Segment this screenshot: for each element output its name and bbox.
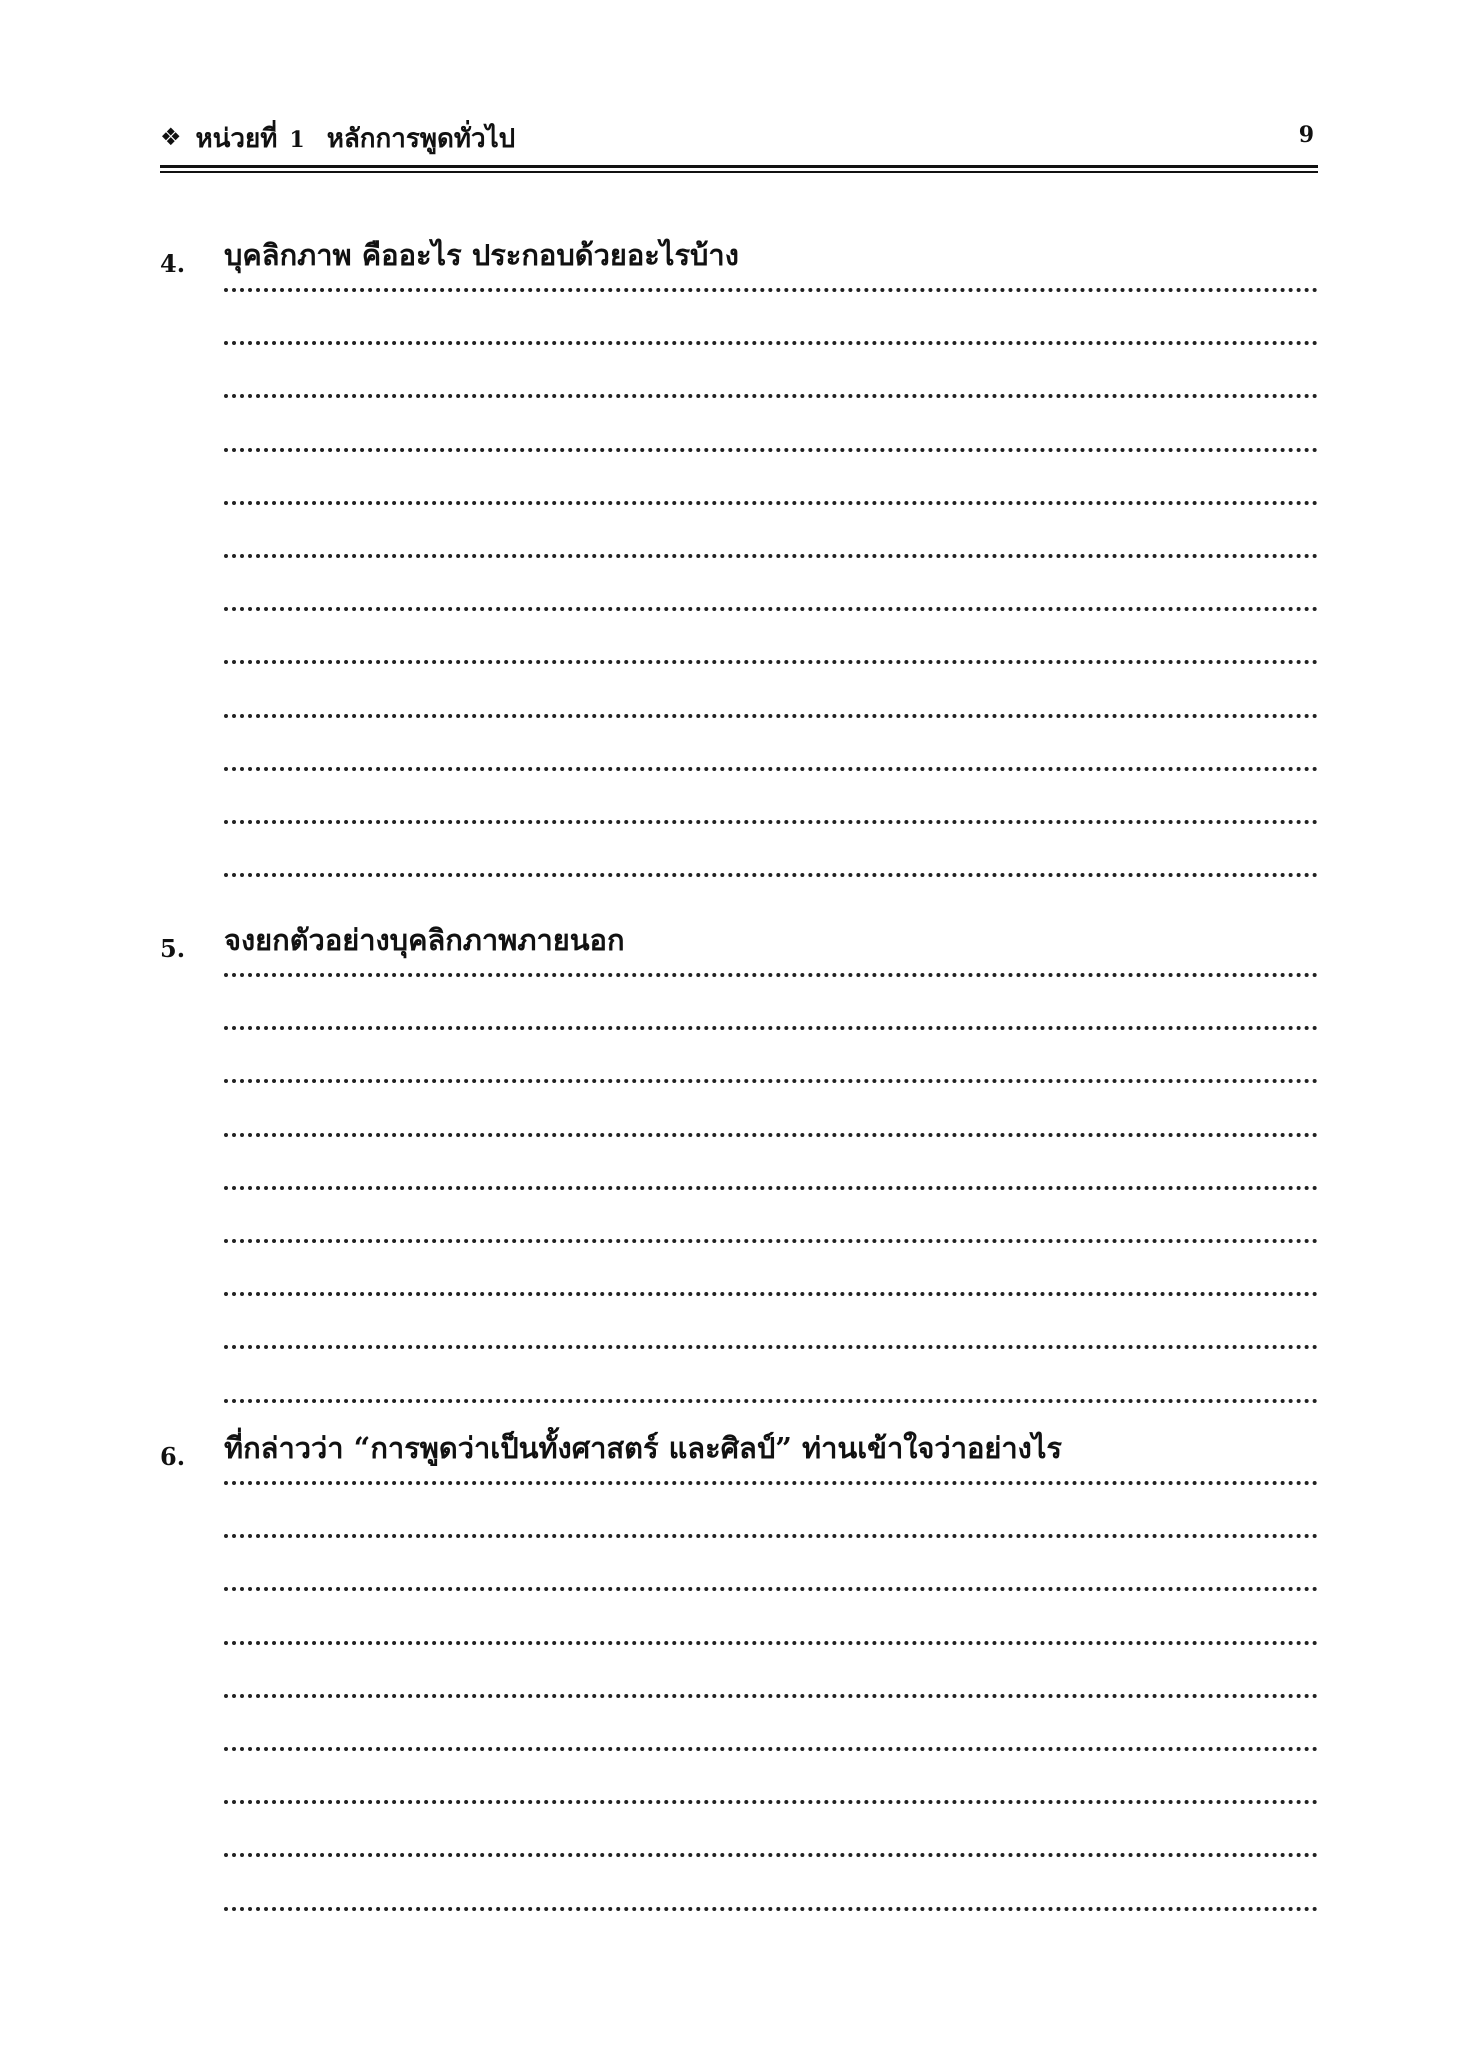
- answer-dotted-line: [224, 1292, 1318, 1296]
- answer-dotted-line: [224, 1853, 1318, 1857]
- answer-dotted-line: [224, 394, 1318, 398]
- question-number: 5.: [160, 934, 186, 963]
- question-number: 4.: [160, 249, 186, 278]
- answer-dotted-line: [224, 288, 1318, 292]
- answer-dotted-line: [224, 1186, 1318, 1190]
- page-number: 9: [1298, 122, 1314, 148]
- question-heading: [160, 1425, 1318, 1477]
- question-text: บุคลิกภาพ คืออะไร ประกอบด้วยอะไรบ้าง: [224, 238, 739, 272]
- answer-dotted-line: [224, 820, 1318, 824]
- answer-dotted-line: [224, 554, 1318, 558]
- answer-dotted-line: [224, 1800, 1318, 1804]
- answer-dotted-line: [224, 1534, 1318, 1538]
- answer-dotted-line: [224, 1079, 1318, 1083]
- answer-dotted-line: [224, 1239, 1318, 1243]
- answer-dotted-line: [224, 873, 1318, 877]
- unit-number: 1: [289, 127, 305, 153]
- header-rule-thin: [160, 171, 1318, 173]
- question-text: จงยกตัวอย่างบุคลิกภาพภายนอก: [224, 923, 625, 957]
- answer-dotted-line: [224, 1694, 1318, 1698]
- question-heading: [160, 917, 1318, 969]
- answer-dotted-line: [224, 448, 1318, 452]
- unit-label: หน่วยที่: [195, 124, 278, 154]
- question-4: [160, 232, 1318, 284]
- question-5: [160, 917, 1318, 969]
- question-heading: [160, 232, 1318, 284]
- answer-dotted-line: [224, 973, 1318, 977]
- answer-dotted-line: [224, 1345, 1318, 1349]
- answer-dotted-line: [224, 1747, 1318, 1751]
- answer-dotted-line: [224, 1133, 1318, 1137]
- header-rule-thick: [160, 165, 1318, 168]
- running-header: [160, 118, 1318, 158]
- answer-dotted-line: [224, 341, 1318, 345]
- answer-dotted-line: [224, 660, 1318, 664]
- question-number: 6.: [160, 1442, 186, 1471]
- answer-dotted-line: [224, 1907, 1318, 1911]
- answer-dotted-line: [224, 501, 1318, 505]
- answer-dotted-line: [224, 1481, 1318, 1485]
- header-left: [160, 118, 515, 159]
- unit-title: หลักการพูดทั่วไป: [326, 124, 516, 154]
- answer-dotted-line: [224, 1641, 1318, 1645]
- answer-dotted-line: [224, 607, 1318, 611]
- question-6: [160, 1425, 1318, 1477]
- answer-dotted-line: [224, 1399, 1318, 1403]
- answer-dotted-line: [224, 1587, 1318, 1591]
- answer-dotted-line: [224, 767, 1318, 771]
- diamond-icon: ❖: [160, 123, 182, 151]
- answer-dotted-line: [224, 1026, 1318, 1030]
- question-text: ที่กล่าวว่า “การพูดว่าเป็นทั้งศาสตร์ และศิลป์” ท่านเข้าใจว่าอย่างไร: [224, 1431, 1062, 1465]
- answer-dotted-line: [224, 714, 1318, 718]
